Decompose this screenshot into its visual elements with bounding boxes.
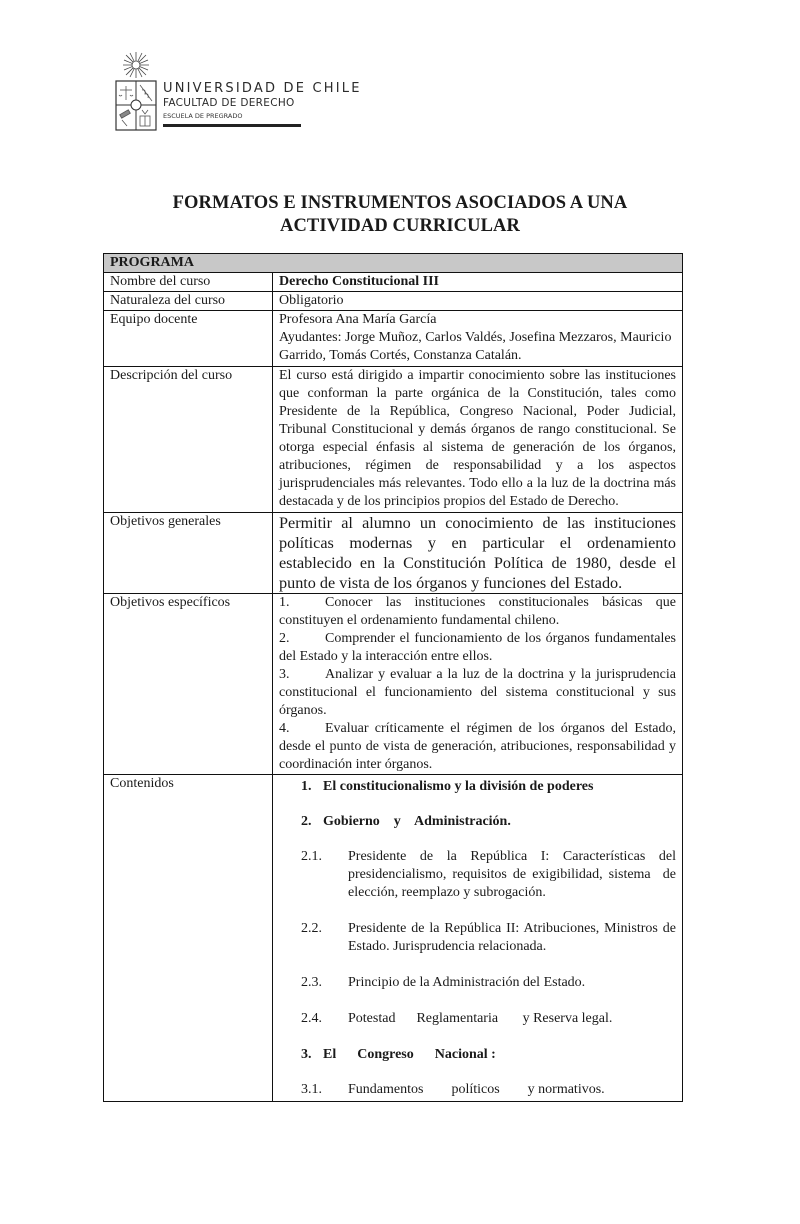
row-label: Naturaleza del curso — [104, 292, 273, 311]
general-objectives-value: Permitir al alumno un conocimiento de las instituciones políticas modernas y en particular el ordenamiento establecido en la Constitución Política de 1980, desde el punto de vista de los órganos y funciones del Estado. — [273, 513, 683, 594]
table-row-objetivos-especificos — [104, 594, 683, 775]
document-title — [100, 192, 700, 238]
list-item: 2. Comprender el funcionamiento de los órganos fundamentales del Estado y la interacción entre ellos. — [279, 631, 676, 664]
faculty-name: FACULTAD DE DERECHO — [163, 97, 295, 109]
row-label: Contenidos — [104, 775, 273, 1102]
row-label: Objetivos generales — [104, 513, 273, 594]
university-crest-icon — [113, 50, 159, 132]
table-row-equipo — [104, 311, 683, 367]
table-row-objetivos-generales — [104, 513, 683, 594]
specific-objectives-list — [273, 594, 683, 775]
content-subitem: 2.4. Potestad Reglamentaria y Reserva legal. — [301, 1011, 613, 1026]
header-underline — [163, 124, 301, 127]
list-item: 1. Conocer las instituciones constitucionales básicas que constituyen el ordenamiento fundamental chileno. — [279, 595, 676, 628]
course-nature-value: Obligatorio — [273, 292, 683, 311]
programa-table — [103, 253, 683, 1102]
row-label: Descripción del curso — [104, 367, 273, 513]
content-subitem: 2.2. Presidente de la República II: Atribuciones, Ministros de Estado. Jurisprudencia relacionada. — [301, 921, 680, 954]
institution-text — [163, 82, 362, 121]
row-label: Nombre del curso — [104, 273, 273, 292]
title-line-1: FORMATOS E INSTRUMENTOS ASOCIADOS A UNA — [172, 193, 628, 213]
school-name: ESCUELA DE PREGRADO — [163, 112, 243, 120]
content-subitem: 3.1. Fundamentos políticos y normativos. — [301, 1082, 605, 1097]
list-item: 3. Analizar y evaluar a la luz de la doctrina y la jurisprudencia constitucional el funcionamiento del sistema constitucional y sus órganos. — [279, 667, 676, 718]
table-header-row — [104, 254, 683, 273]
section-header-programa: PROGRAMA — [104, 254, 683, 273]
table-row-contenidos — [104, 775, 683, 1102]
table-row-nombre — [104, 273, 683, 292]
row-label: Objetivos específicos — [104, 594, 273, 775]
assistants-list: Ayudantes: Jorge Muñoz, Carlos Valdés, Josefina Mezzaros, Mauricio Garrido, Tomás Cortés, Constanza Catalán. — [279, 330, 672, 363]
institution-header — [113, 50, 362, 130]
content-subitem: 2.1. Presidente de la República I: Características del presidencialismo, requisitos de exigibilidad, sistema de elección, reemplazo y subrogación. — [301, 849, 680, 900]
content-subitem: 2.3. Principio de la Administración del Estado. — [301, 975, 586, 990]
course-name-value: Derecho Constitucional III — [273, 273, 683, 292]
course-description-value: El curso está dirigido a impartir conocimiento sobre las instituciones que conforman la parte orgánica de la Constitución, tales como Presidente de la República, Congreso Nacional, Poder Judicial, Tribunal Constitucional y demás órganos de rango constitucional. Se otorga especial énfasis al sistema de generación de los órganos, atribuciones, régimen de responsabilidad y a los aspectos jurisprudenciales más relevantes. Todo ello a la luz de la doctrina más destacada y de los principios propios del Estado de Derecho. — [273, 367, 683, 513]
list-item: 4. Evaluar críticamente el régimen de los órganos del Estado, desde el punto de vista de generación, atribuciones, responsabilidad y coordinación inter órganos. — [279, 721, 676, 772]
content-heading: 1. El constitucionalismo y la división de poderes — [301, 779, 594, 794]
contents-list — [273, 775, 683, 1102]
content-heading: 2. Gobierno y Administración. — [301, 814, 511, 829]
title-line-2: ACTIVIDAD CURRICULAR — [280, 216, 520, 236]
content-heading: 3. El Congreso Nacional : — [301, 1047, 496, 1062]
teaching-team-value — [273, 311, 683, 367]
professor-name: Profesora Ana María García — [279, 312, 437, 327]
row-label: Equipo docente — [104, 311, 273, 367]
table-row-naturaleza — [104, 292, 683, 311]
table-row-descripcion — [104, 367, 683, 513]
university-name: UNIVERSIDAD DE CHILE — [163, 81, 362, 96]
